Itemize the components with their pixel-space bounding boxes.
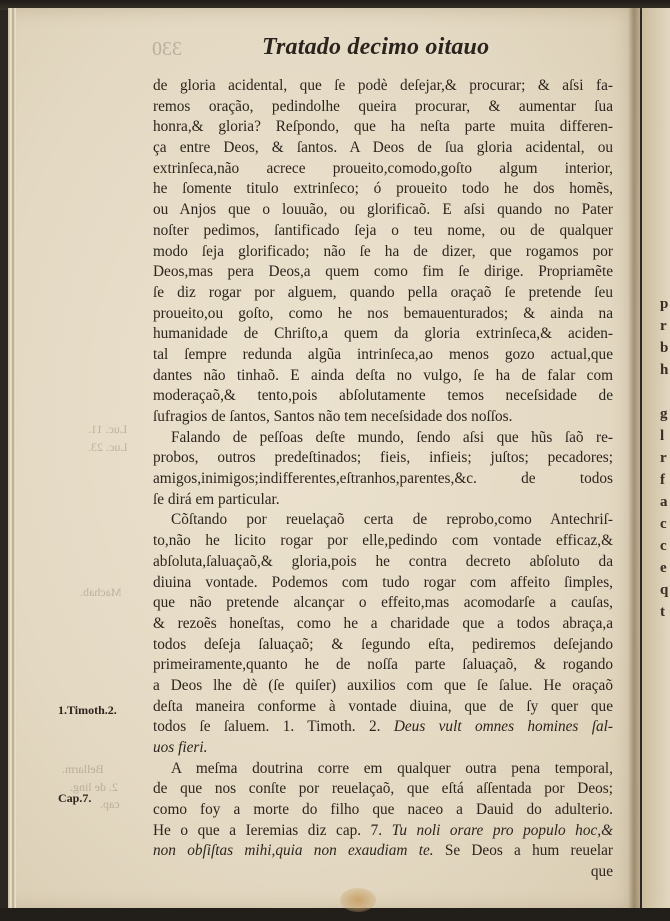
text-line: a Deos lhe dè (ſe quiſer) auxilios com que ſe ſalue. He oraçaõ bbox=[153, 676, 613, 694]
catchword: que bbox=[590, 863, 613, 881]
text-line: Deos,mas pera Deos,a quem como fim ſe dirige. Propriamẽte bbox=[153, 263, 613, 281]
margin-note-timothy: 1.Timoth.2. bbox=[58, 703, 117, 717]
body-text bbox=[153, 76, 613, 883]
bleed-through-note: Bellarm. bbox=[62, 762, 104, 776]
text-line: dantes não tinhaõ. E ainda deſta no vulgo, ſe ha de falar com bbox=[153, 366, 613, 384]
text-line bbox=[153, 821, 613, 842]
text-line: he ſomente titulo extrinſeco; ó proueito todo he dos homẽs, bbox=[153, 180, 613, 198]
text-line: tal ſempre redunda algũa intrinſeca,ao menos gozo actual,que bbox=[153, 345, 613, 363]
bleed-through-note: Luc. 23. bbox=[88, 440, 128, 454]
latin-quote-line: uos fieri. bbox=[153, 739, 208, 756]
facing-page bbox=[642, 8, 670, 910]
text-line: & rezoẽs honeſtas, como he a charidade que a todos abraça,a bbox=[153, 614, 613, 632]
text-line: que não pretende alcançar o effeito,mas acomodarſe a cauſas, bbox=[153, 594, 613, 612]
bleed-through-note: Luc. 11. bbox=[88, 422, 128, 436]
text-line: todos deſeja ſaluaçaõ; & ſegundo eſta, pediremos deſejando bbox=[153, 635, 613, 653]
running-head: Tratado decimo oitauo bbox=[262, 34, 490, 60]
text-line: probos, outros predeſtinados; fieis, infieis; juſtos; pecadores; bbox=[153, 449, 613, 467]
text-line: ſe dirá em particular. bbox=[153, 490, 280, 508]
page-edges bbox=[8, 8, 16, 910]
facing-page-text: p r b h g l r f a c c e q t bbox=[660, 296, 669, 620]
citation-text: todos ſe ſaluem. 1. Timoth. 2. bbox=[153, 718, 381, 736]
text-line bbox=[153, 841, 613, 862]
text-line: diuina vontade. Podemos com tudo rogar com affeito ſimples, bbox=[153, 573, 613, 591]
text-line: como foy a morte do filho que naceo a Dauid do adulterio. bbox=[153, 801, 613, 819]
text-line: humanidade de Chriſto,a quem da gloria extrinſeca,& aciden- bbox=[153, 325, 613, 343]
text-line: de que nos conſte por reuelaçaõ, que eſtá aſſentada por Deos; bbox=[153, 780, 613, 798]
text-line: modo ſeja glorificado; não ſe ha de dizer, que rogamos por bbox=[153, 242, 613, 260]
latin-quote: Tu noli orare pro populo hoc,& bbox=[391, 821, 613, 839]
text-line: de gloria acidental, que ſe podè deſejar,& procurar; & aſsi fa- bbox=[153, 77, 613, 94]
bleed-through-note: cap. bbox=[100, 797, 120, 811]
bleed-through-note: 2. de ling. bbox=[70, 780, 118, 794]
text-line: remos oração, pedindolhe queira procurar, & aumentar ſua bbox=[153, 97, 613, 115]
latin-quote: non obſiſtas mihi,quia non exaudiam te. bbox=[153, 842, 434, 860]
text-line: deſta maneira conforme à vontade diuina, que de ſy quer que bbox=[153, 697, 613, 715]
text-segment: He o que a Ieremias diz cap. 7. bbox=[153, 821, 383, 839]
book-gutter bbox=[628, 8, 642, 910]
bleed-through-note: Machab. bbox=[80, 585, 122, 599]
text-line: Cõſtando por reuelaçaõ certa de reprobo,como Antechriſ- bbox=[171, 511, 613, 529]
text-line: amigos,inimigos;indifferentes,eſtranhos,parentes,&c. de todos bbox=[153, 470, 613, 488]
text-line: ou Anjos que o louuão, ou glorificaõ. E aſsi quando no Pater bbox=[153, 201, 613, 219]
text-segment: Se Deos a hum reuelar bbox=[444, 842, 613, 860]
book-cover-bottom bbox=[0, 908, 670, 921]
text-line: extrinſeca,não acrece proueito,comodo,goſto algum interior, bbox=[153, 159, 613, 177]
text-line: ſufragios de ſantos, Santos não tem neceſsidade dos noſſos. bbox=[153, 408, 513, 425]
paper-stain bbox=[340, 888, 376, 912]
text-line: ſe diz rogar por alguem, quando pella oraçaõ ſe pretende ſeu bbox=[153, 283, 613, 301]
text-line: honra,& gloria? Reſpondo, que ha neſta parte muita differen- bbox=[153, 118, 613, 136]
text-line: moderaçaõ,& tento,pois abſolutamente temos neceſsidade de bbox=[153, 387, 613, 405]
text-line bbox=[153, 717, 613, 738]
text-line: primeiramente,quanto he de noſſa parte ſaluaçaõ, & rogando bbox=[153, 656, 613, 674]
text-line: abſoluta,ſaluaçaõ,& gloria,pois he contra decreto abſoluto da bbox=[153, 552, 613, 570]
text-line: A meſma doutrina corre em qualquer outra pena temporal, bbox=[171, 759, 613, 777]
text-line: to,não he licito rogar por elle,pedindo com vontade efficaz,& bbox=[153, 532, 613, 550]
text-line: Falando de peſſoas deſte mundo, ſendo aſsi que hũs ſaõ re- bbox=[171, 428, 613, 446]
bleed-through-page-number: 330 bbox=[152, 38, 182, 60]
margin-note-chapter: Cap.7. bbox=[58, 791, 92, 805]
text-line: proueito,ou goſto, como he nos bemauenturados; & ainda na bbox=[153, 304, 613, 322]
text-line: ça entre Deos, & ſantos. A Deos de ſua gloria acidental, ou bbox=[153, 139, 613, 157]
text-line: noſter pedimos, ſantificado ſeja o teu nome, ou de qualquer bbox=[153, 221, 613, 239]
latin-quote: Deus vult omnes homines ſal- bbox=[393, 718, 613, 736]
